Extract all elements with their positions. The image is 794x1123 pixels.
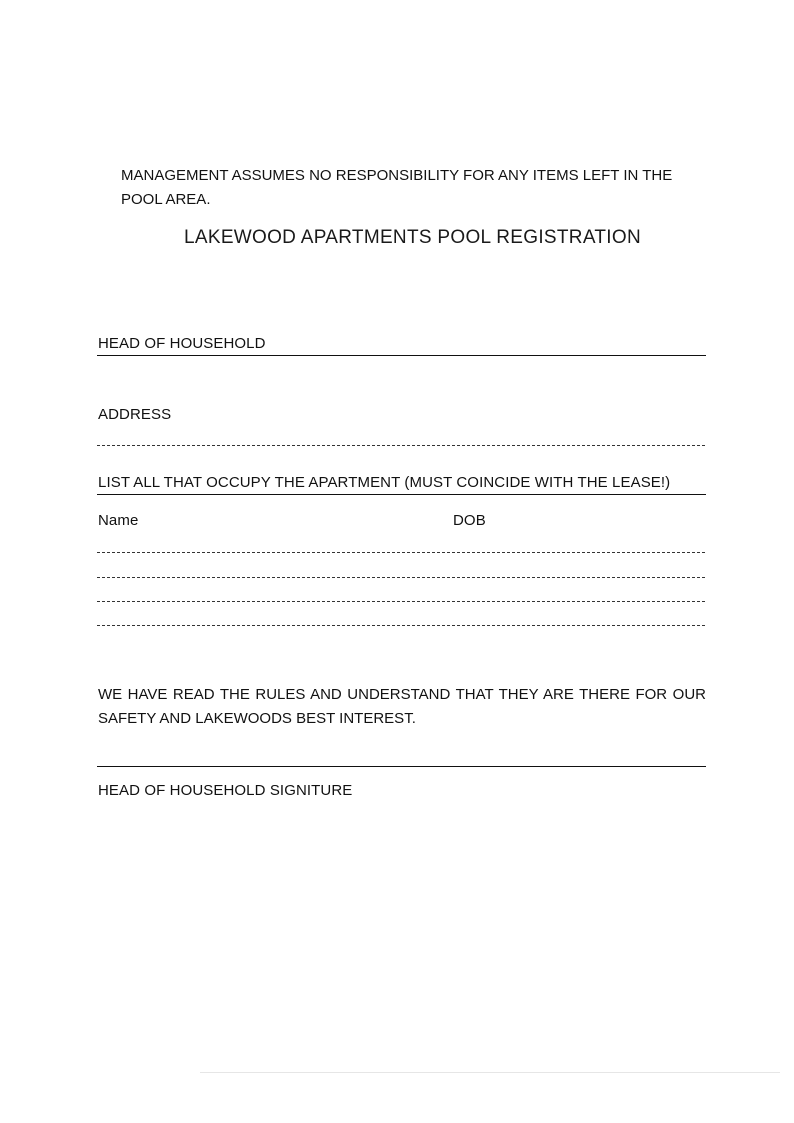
occupant-entry-line[interactable] — [97, 601, 705, 602]
disclaimer-text: MANAGEMENT ASSUMES NO RESPONSIBILITY FOR ANY ITEMS LEFT IN THE POOL AREA. — [121, 167, 673, 208]
head-of-household-line[interactable] — [97, 355, 706, 356]
acknowledgement-text: WE HAVE READ THE RULES AND UNDERSTAND THAT THEY ARE THERE FOR OUR SAFETY AND LAKEWOODS BEST INTEREST. — [98, 686, 706, 727]
signature-label: HEAD OF HOUSEHOLD SIGNITURE — [98, 782, 353, 799]
signature-line[interactable] — [97, 766, 706, 767]
scan-edge-line — [200, 1072, 780, 1073]
address-line[interactable] — [97, 445, 705, 446]
occupant-entry-line[interactable] — [97, 625, 705, 626]
dob-column-header: DOB — [453, 512, 486, 529]
page-title: LAKEWOOD APARTMENTS POOL REGISTRATION — [184, 227, 641, 248]
occupant-entry-line[interactable] — [97, 552, 705, 553]
head-of-household-label: HEAD OF HOUSEHOLD — [98, 335, 266, 352]
occupants-divider — [97, 494, 706, 495]
address-label: ADDRESS — [98, 406, 172, 423]
occupant-entry-line[interactable] — [97, 577, 705, 578]
name-column-header: Name — [98, 512, 139, 529]
occupants-instruction: LIST ALL THAT OCCUPY THE APARTMENT (MUST COINCIDE WITH THE LEASE!) — [98, 474, 671, 491]
